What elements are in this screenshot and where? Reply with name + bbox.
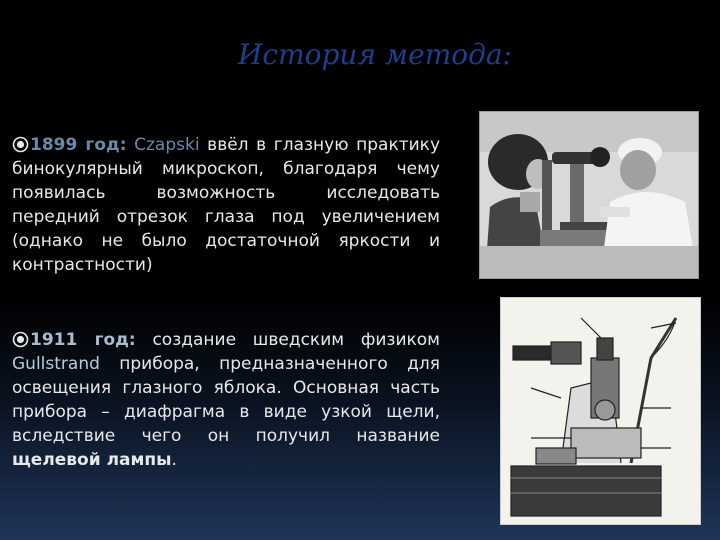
- bullet-text-b: прибора, предназначенного для освещения глазного яблока. Основная часть прибора – диафрагма в виде узкой щели, вследствие чего он получил название: [12, 354, 440, 446]
- slit-lamp-examination-photo: [479, 111, 699, 279]
- bullet-year: 1911 год:: [30, 330, 136, 350]
- bullet-1899: [12, 133, 440, 277]
- bullet-name: Czapski: [134, 135, 200, 155]
- bullet-strong: щелевой лампы: [12, 450, 172, 470]
- bullet-year: 1899 год:: [30, 135, 127, 155]
- bullet-1911: [12, 328, 440, 472]
- bullet-text: ввёл в глазную практику бинокулярный микроскоп, благодаря чему появилась возможность исследовать передний отрезок глаза под увеличением (однако не было достаточной яркости и контрастности): [12, 135, 440, 275]
- bullet-name: Gullstrand: [12, 354, 100, 374]
- circled-dot-icon: [12, 331, 29, 348]
- circled-dot-icon: [12, 136, 29, 153]
- bullet-text-c: .: [171, 450, 177, 470]
- bullet-text-a: создание шведским физиком: [135, 330, 440, 350]
- slit-lamp-technical-drawing: [500, 297, 701, 525]
- slide-title: История метода:: [238, 38, 512, 71]
